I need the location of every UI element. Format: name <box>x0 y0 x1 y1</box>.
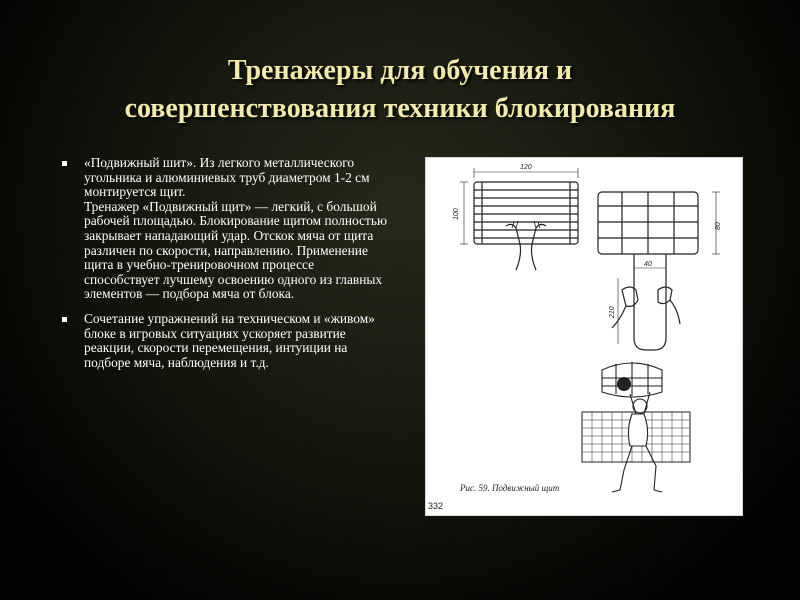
shield-side-view <box>598 192 720 350</box>
bullet-text-description: Тренажер «Подвижный щит» — легкий, с большой рабочей площадью. Блокирование щитом полностью закрывает нападающий удар. Отскок мяча от щита различен по скорости, направлению. Применение щита в учебно-тренировочном процессе способствует лучшему освоению одного из главных элементов — подбора мяча от блока. <box>84 198 387 302</box>
bullet-item-combined-exercises <box>62 312 392 370</box>
bullet-text-intro: «Подвижный шит». Из легкого металлического угольника и алюминиевых труб диаметром 1-2 см монтируется щит. <box>84 155 370 200</box>
bullet-marker-icon <box>62 317 67 322</box>
figure-page-number: 332 <box>428 501 444 511</box>
figure-caption: Рис. 59. Подвижный щит <box>460 483 560 493</box>
slide-title-line-1: Тренажеры для обучения и <box>227 55 573 86</box>
dim-top-width: 120 <box>520 164 532 171</box>
dim-right-height: 80 <box>715 222 722 230</box>
bullet-marker-icon <box>62 161 67 166</box>
shield-diagram <box>426 158 742 515</box>
slide-title-line-2: совершенствования техники блокирования <box>124 93 676 124</box>
dim-handle-gap: 40 <box>644 261 652 268</box>
dim-left-height: 100 <box>453 208 460 220</box>
bullet-text-combined: Сочетание упражнений на техническом и «живом» блоке в игровых ситуациях ускоряет развитие реакции, скорости перемещения, интуиции на подборе мяча, наблюдения и т.д. <box>84 310 375 370</box>
bullet-list <box>62 156 392 380</box>
bullet-item-moving-shield <box>62 156 392 302</box>
dim-handle-length: 210 <box>609 306 616 318</box>
shield-front-view <box>460 168 578 270</box>
figure-moving-shield <box>425 157 743 516</box>
player-blocking-illustration <box>582 362 690 492</box>
slide-title <box>0 52 800 128</box>
